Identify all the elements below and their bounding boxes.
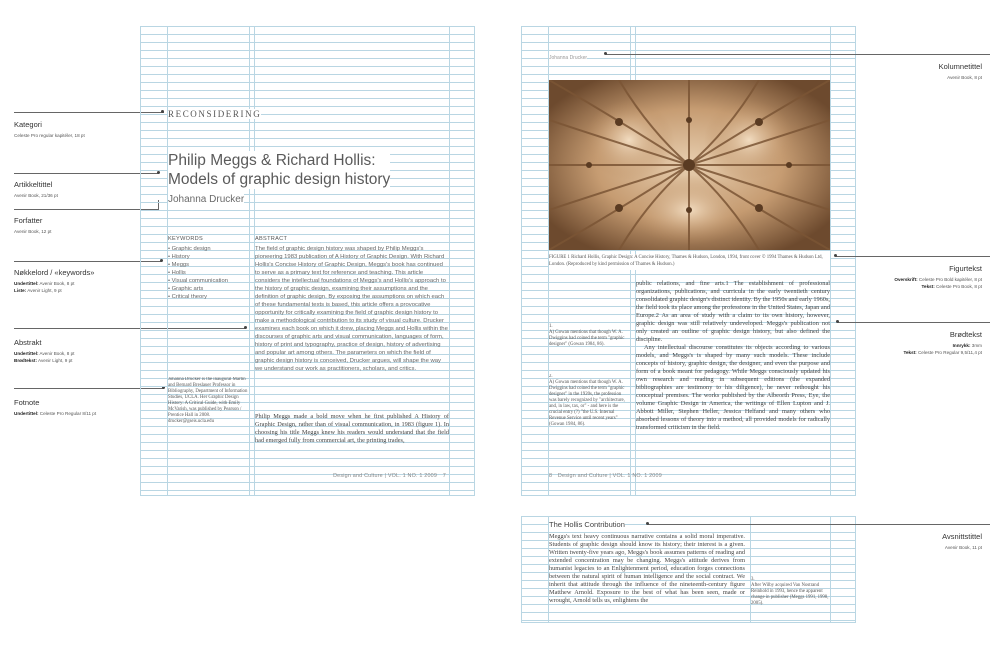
section-body: Meggs's text heavy continuous narrative contains a solid moral imperative. Students of graphic design should know its history; their interest is a given. Written twenty-five years ago, Meggs's book assumes patterns of reading and extended concentration may be changing. Meggs's attitude derives from humanist legacies to an Enlightenment period, education forges connections between the natural spirit of human intelligence and the social contract. We inherit that attitude through the influence of the nineteenth-century figure Matthew Arnold. Exposure to the best of what has been seen, made or wrought, Arnold tells us, enlightens the	[549, 533, 745, 604]
keyword-item: • Visual communication	[168, 278, 228, 284]
annotation-spec: Avenir Light, 9 pt	[27, 288, 62, 293]
page-number: 8	[549, 473, 553, 479]
annotation-title: Kolumnetittel	[938, 62, 982, 71]
vaulted-ceiling-image	[549, 80, 830, 250]
annotation-avsnittstittel	[842, 532, 982, 551]
footnote-2: 2. A) Gowan mentions that though W. A. Dwiggins had coined the term "graphic designer" in the 1920s, the profession was barely recognized by "architecture, and, in law, tax, or" - and here is the crucial entry (?) "the U.S. Internal Revenue Service until recent years" (Gowan 1984, 86).	[549, 374, 625, 427]
leader-dot	[836, 320, 839, 323]
keyword-item: • Hollis	[168, 270, 186, 276]
leader-line	[14, 173, 159, 174]
article-title: Philip Meggs & Richard Hollis: Models of graphic design history	[168, 152, 391, 188]
annotation-forfatter	[14, 216, 144, 235]
figure-photo	[549, 80, 830, 250]
section-page	[521, 516, 856, 623]
abstract-heading: ABSTRACT	[255, 236, 288, 242]
figure-caption: FIGURE 1 Richard Hollis, Graphic Design: A Concise History, Thames & Hudson, London, 1994, front cover © 1994 Thames & Hudson Ltd, London. (Reproduced by kind permission of Thames & Hudson.)	[549, 254, 830, 270]
annotation-spec: Celeste Pro Book, 8 pt	[936, 284, 982, 289]
keyword-item: • Graphic design	[168, 246, 211, 252]
leader-line	[838, 322, 990, 323]
annotation-spec: Avenir Light, 9 pt	[38, 358, 73, 363]
abstract-text: The field of graphic design history was shaped by Philip Meggs's pioneering 1983 publication of A History of Graphic Design. With Richard Hollis's Concise History of Graphic Design, Meggs's book has continued to serve as a primary text for reference and teaching. This article considers the intellectual foundations of Meggs's and Hollis's approach to the history of graphic design, examining their assumptions and the definition of graphic design. By exposing the assumptions on which each of these fundamental texts is based, this article offers a provocative opportunity for critically examining the field of graphic design history to make a methodological contribution to its study of visual culture. Drucker examines each book on which it drew, placing Meggs and Hollis within the discourses of graphic arts and visual communication, languages of form, history of print and typography, practice of design, history of advertising and popular art among others. The parameters on which the field of graphic design history is conceived, Drucker argues, will shape the way we understand our work as practitioners, scholars, and critics.	[255, 246, 448, 372]
leader-dot	[834, 254, 837, 257]
annotation-spec: Avenir Book, 8 pt	[39, 351, 75, 356]
body-text: Philip Meggs made a bold move when he first published A History of Graphic Design, rather than of visual communication, in 1983 (figure 1). In choosing his title Meggs knew his readers would understand that the field had emerged fully from commercial art, the printing trades,	[255, 413, 449, 444]
page-footer: Design and Culture | VOL. 1 NO. 1 2009 7	[333, 473, 446, 479]
annotation-title: Forfatter	[14, 216, 43, 225]
annotation-spec: 3mm	[971, 343, 982, 348]
author-name: Johanna Drucker	[168, 194, 245, 205]
annotation-spec: Avenir Book, 21/36 pt	[14, 193, 58, 198]
leader-line	[648, 524, 990, 525]
page-number: 7	[442, 473, 446, 479]
page-footer: 8 Design and Culture | VOL. 1 NO. 1 2009	[549, 473, 662, 479]
leader-line	[836, 256, 990, 257]
footnote-3: 3. After Wilby acquired Van Nostrand Reinhold in 1993, hence the apparent change in publisher (Meggs 1991, 1998, 2005).	[751, 577, 829, 606]
annotation-kategori	[14, 120, 144, 139]
annotation-title: Kategori	[14, 120, 42, 129]
annotation-title: Figurtekst	[949, 264, 982, 273]
annotation-spec: Avenir Book, 8 pt	[39, 281, 75, 286]
category-label: RECONSIDERING	[168, 109, 262, 119]
annotation-title: Nøkkelord / «keywords»	[14, 268, 95, 277]
footnote-1: 1. A) Gowan mentions that though W. A. Dwiggins had coined the term "graphic designer" (Gowan 1984, 86).	[549, 324, 625, 347]
leader-dot	[604, 52, 607, 55]
annotation-spec: Celeste Pro Regular 9,5/11,4 pt	[917, 350, 982, 355]
keyword-item: • Meggs	[168, 262, 190, 268]
keyword-item: • Graphic arts	[168, 286, 204, 292]
annotation-title: Artikkeltittel	[14, 180, 53, 189]
annotation-figurtekst: Figurtekst Overskrift: Celeste Pro Bold kapitéler, 8 pt Tekst: Celeste Pro Book, 8 pt	[822, 264, 982, 290]
right-page	[521, 26, 856, 496]
keyword-item: • History	[168, 254, 190, 260]
annotation-abstrakt: Abstrakt Undertittel: Avenir Book, 8 pt Brødtekst: Avenir Light, 9 pt	[14, 338, 149, 364]
annotation-title: Fotnote	[14, 398, 40, 407]
keywords-heading: KEYWORDS	[168, 236, 204, 242]
body-text: public relations, and fine arts.1 The establishment of professional organizations, publications, and curricula in the early twentieth century consolidated graphic design's distinct identity. By the 1950s and early 1960s, the field took its place among the professions in the United States, Japan and Europe.2 As an area of study with a claim to its own history, however, graphic design was still relatively undeveloped. Meggs's publication not only created an outline of graphic design history, but also defined the discipline. Any intellectual discourse constitutes its objects according to various models, and Meggs's is shaped by many such models. These include concepts of history, graphic design, the designer, and even the purpose and form of a book meant for pedagogy. While Meggs consciously updated his own research and reading in subsequent editions (the expanded bibliographies are testimony to his diligence), he never rethought his conceptual premises. The works published by the Albeorth Press, Eye, the volume Graphic Design in America, the writings of Ellen Lupton and J. Abbott Miller, Stephen Heller, Jessica Helfand and many others who absorbed lessons of theory into a method, all provided models for radically transformed criticism in the field.	[636, 280, 830, 431]
annotation-kolumnetittel	[842, 62, 982, 81]
annotation-spec: Celeste Pro Regular 8/11 pt	[39, 411, 97, 416]
running-head: Johanna Drucker	[549, 55, 588, 61]
annotation-spec: Avenir Book, 11 pt	[944, 545, 982, 550]
annotation-artikkeltittel	[14, 180, 144, 199]
annotation-nokkelord: Nøkkelord / «keywords» Undertittel: Avenir Book, 8 pt Liste: Avenir Light, 9 pt	[14, 268, 149, 294]
annotation-title: Brødtekst	[949, 330, 982, 339]
annotation-title: Abstrakt	[14, 338, 42, 347]
annotation-spec: Avenir Book, 8 pt	[947, 75, 982, 80]
section-title: The Hollis Contribution	[549, 520, 625, 529]
annotation-fotnote: Fotnote Undertittel: Celeste Pro Regular 8/11 pt	[14, 398, 149, 417]
annotation-title: Avsnittstittel	[942, 532, 982, 541]
left-page	[140, 26, 475, 496]
leader-line	[606, 54, 990, 55]
annotation-spec: Celeste Pro Bold kapitéler, 8 pt	[918, 277, 982, 282]
annotation-spec: Avenir Book, 12 pt	[14, 229, 52, 234]
keyword-item: • Critical theory	[168, 294, 208, 300]
annotation-brodtekst: Brødtekst Innrykk: 3mm Tekst: Celeste Pro Regular 9,5/11,4 pt	[822, 330, 982, 356]
leader-dot	[646, 522, 649, 525]
annotation-spec: Celeste Pro regular kapitéler, 18 pt	[14, 133, 85, 138]
leader-line	[14, 209, 159, 210]
keywords-list	[168, 245, 248, 301]
author-footnote: Johanna Drucker is the inaugural Martin and Bernard Breslauer Professor in Bibliography, Department of Information Studies, UCLA. Her Graphic Design History: A Critical Guide, with Emily McVarish, was published by Pearson / Prentice Hall in 2008. drucker@gseis.ucla.edu	[168, 377, 248, 424]
